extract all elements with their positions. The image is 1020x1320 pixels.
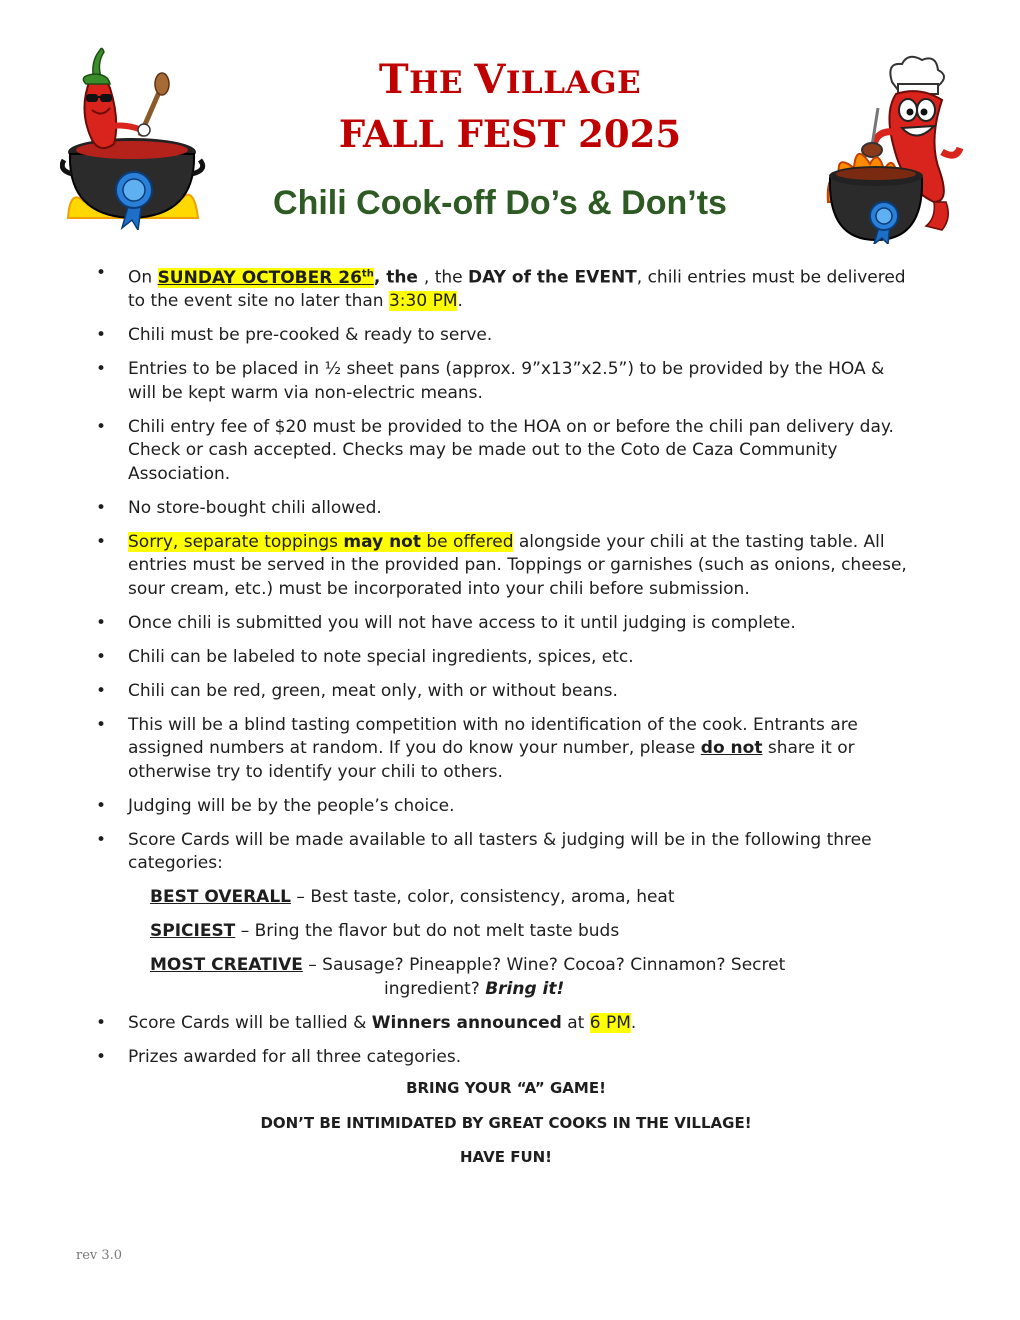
rule-item: • Score Cards will be made available to all tasters & judging will be in the following three categories:: [96, 829, 872, 874]
rule-item: • Chili entry fee of $20 must be provided to the HOA on or before the chili pan delivery day. Check or cash accepted. Checks may be made out to the Coto de Caza Community Association.: [96, 416, 894, 484]
rule-item: • Chili must be pre-cooked & ready to serve.: [96, 325, 493, 346]
closing-line: BRING YOUR “A” GAME!: [406, 1079, 606, 1098]
category-spiciest: SPICIEST – Bring the flavor but do not melt taste buds: [150, 921, 620, 942]
rules-list-continued: [96, 1012, 916, 1070]
event-date: SUNDAY OCTOBER 26th: [157, 267, 374, 288]
winners-time: 6 PM: [589, 1012, 631, 1033]
rule-item: • No store-bought chili allowed.: [96, 497, 382, 518]
category-most-creative: MOST CREATIVE – Sausage? Pineapple? Wine? Cocoa? Cinnamon? Secret ingredient? Bring it!: [150, 955, 786, 999]
rule-item: • Once chili is submitted you will not have access to it until judging is complete.: [96, 612, 796, 633]
rule-item: • Score Cards will be tallied & Winners announced at 6 PM.: [96, 1012, 637, 1033]
rule-item: • Sorry, separate toppings may not be offered alongside your chili at the tasting table. All entries must be served in the provided pan. Toppings or garnishes (such as onions, cheese, sour cream, etc.) must be incorporated into your chili before submission.: [96, 531, 907, 599]
event-title: FALL FEST 2025: [338, 112, 682, 156]
closing-line: DON’T BE INTIMIDATED BY GREAT COOKS IN THE VILLAGE!: [260, 1113, 752, 1132]
rule-item: • Chili can be red, green, meat only, with or without beans.: [96, 680, 618, 701]
rule-item: • Judging will be by the people’s choice.: [96, 795, 455, 816]
rule-item: • On SUNDAY OCTOBER 26th, the , the DAY of the EVENT, chili entries must be delivered to the event site no later than 3:30 PM.: [96, 263, 906, 312]
page-title: THE VILLAGE: [378, 56, 642, 103]
closing-message: [96, 1077, 916, 1170]
rule-item: • Prizes awarded for all three categories.: [96, 1046, 462, 1067]
delivery-time: 3:30 PM: [388, 291, 458, 312]
rules-section: [96, 262, 916, 1181]
revision-label: rev 3.0: [76, 1248, 123, 1263]
subtitle: Chili Cook-off Do’s & Don’ts: [273, 184, 727, 222]
closing-line: HAVE FUN!: [459, 1148, 553, 1167]
rule-item: • Entries to be placed in ½ sheet pans (approx. 9”x13”x2.5”) to be provided by the HOA & will be kept warm via non-electric means.: [96, 359, 885, 403]
rules-list: [96, 262, 916, 876]
rule-item: • This will be a blind tasting competition with no identification of the cook. Entrants are assigned numbers at random. If you do know your number, please do not share it or otherwise try to identify your chili to others.: [96, 714, 858, 782]
category-best-overall: BEST OVERALL – Best taste, color, consistency, aroma, heat: [150, 887, 675, 908]
rule-item: • Chili can be labeled to note special ingredients, spices, etc.: [96, 646, 634, 667]
